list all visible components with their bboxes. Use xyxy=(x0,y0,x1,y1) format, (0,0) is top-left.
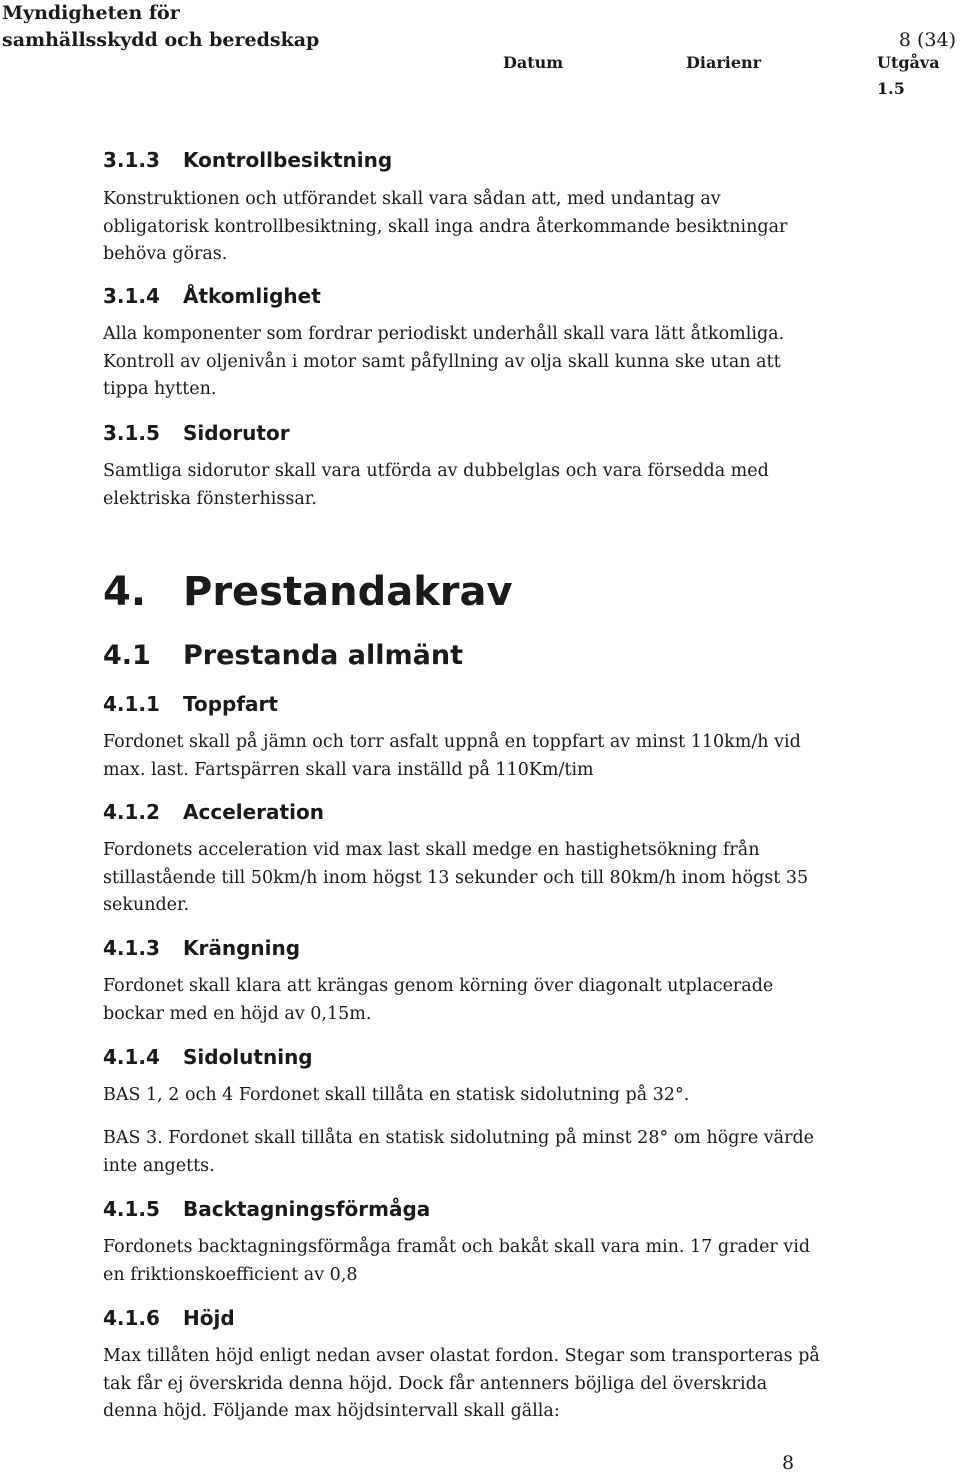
heading-title: Acceleration xyxy=(183,800,324,824)
paragraph-4-1-2: Fordonets acceleration vid max last skall medge en hastighetsökning från stillastående till 50km/h inom högst 13 sekunder och till 80km/h inom högst 35 sekunder. xyxy=(103,840,809,915)
heading-number: 4. xyxy=(103,569,147,615)
registration-label: Diarienr xyxy=(686,53,762,72)
org-line-1: Myndigheten för xyxy=(2,2,180,24)
organization-name xyxy=(2,0,319,54)
paragraph-4-1-6: Max tillåten höjd enligt nedan avser olastat fordon. Stegar som transporteras på tak får ej överskrida denna höjd. Dock får antenners böjliga del överskrida denna höjd. Följande max höjdsintervall skall gälla: xyxy=(103,1346,820,1421)
heading-title: Höjd xyxy=(183,1306,235,1330)
paragraph-4-1-1: Fordonet skall på jämn och torr asfalt uppnå en toppfart av minst 110km/h vid max. last. Fartspärren skall vara inställd på 110Km/tim xyxy=(103,732,801,780)
paragraph-4-1-3: Fordonet skall klara att krängas genom körning över diagonalt utplacerade bockar med en höjd av 0,15m. xyxy=(103,976,774,1024)
heading-number: 4.1.4 xyxy=(103,1045,160,1069)
heading-4-1-4 xyxy=(103,1044,313,1070)
date-label: Datum xyxy=(503,53,564,72)
heading-title: Kontrollbesiktning xyxy=(183,148,393,172)
org-line-2: samhällsskydd och beredskap xyxy=(2,29,320,51)
heading-title: Prestanda allmänt xyxy=(183,640,463,671)
heading-4-1-1 xyxy=(103,691,278,717)
heading-number: 3.1.4 xyxy=(103,284,160,308)
heading-number: 3.1.5 xyxy=(103,421,160,445)
page-indicator: 8 (34) xyxy=(898,29,956,51)
heading-4-1-6 xyxy=(103,1305,235,1331)
heading-4-1 xyxy=(103,638,463,674)
heading-number: 4.1.6 xyxy=(103,1306,160,1330)
heading-number: 4.1.2 xyxy=(103,800,160,824)
heading-3-1-4 xyxy=(103,283,321,309)
paragraph-4-1-5: Fordonets backtagningsförmåga framåt och bakåt skall vara min. 17 grader vid en friktionskoefficient av 0,8 xyxy=(103,1237,811,1285)
heading-title: Prestandakrav xyxy=(183,569,513,615)
heading-title: Åtkomlighet xyxy=(183,284,321,308)
paragraph-3-1-4: Alla komponenter som fordrar periodiskt underhåll skall vara lätt åtkomliga. Kontroll av oljenivån i motor samt påfyllning av olja skall kunna ske utan att tippa hytten. xyxy=(103,324,785,399)
heading-3-1-5 xyxy=(103,420,290,446)
edition-label: Utgåva xyxy=(877,53,940,72)
heading-4-1-2 xyxy=(103,799,324,825)
heading-title: Backtagningsförmåga xyxy=(183,1197,431,1221)
paragraph-3-1-3: Konstruktionen och utförandet skall vara sådan att, med undantag av obligatorisk kontrollbesiktning, skall inga andra återkommande besiktningar behöva göras. xyxy=(103,189,788,264)
heading-4-1-5 xyxy=(103,1196,430,1222)
paragraph-4-1-4-a: BAS 1, 2 och 4 Fordonet skall tillåta en statisk sidolutning på 32°. xyxy=(103,1085,690,1105)
paragraph-3-1-5: Samtliga sidorutor skall vara utförda av dubbelglas och vara försedda med elektriska fönsterhissar. xyxy=(103,461,769,509)
heading-3-1-3 xyxy=(103,147,392,173)
heading-title: Toppfart xyxy=(183,692,278,716)
heading-4-1-3 xyxy=(103,935,300,961)
heading-number: 3.1.3 xyxy=(103,148,160,172)
heading-title: Sidolutning xyxy=(183,1045,313,1069)
heading-title: Krängning xyxy=(183,936,301,960)
heading-number: 4.1.3 xyxy=(103,936,160,960)
heading-number: 4.1 xyxy=(103,640,151,671)
heading-number: 4.1.1 xyxy=(103,692,160,716)
footer-page-number: 8 xyxy=(782,1452,795,1474)
heading-title: Sidorutor xyxy=(183,421,290,445)
edition-value: 1.5 xyxy=(877,79,905,98)
heading-4 xyxy=(103,566,513,618)
heading-number: 4.1.5 xyxy=(103,1197,160,1221)
paragraph-4-1-4-b: BAS 3. Fordonet skall tillåta en statisk sidolutning på minst 28° om högre värde inte angetts. xyxy=(103,1128,814,1176)
